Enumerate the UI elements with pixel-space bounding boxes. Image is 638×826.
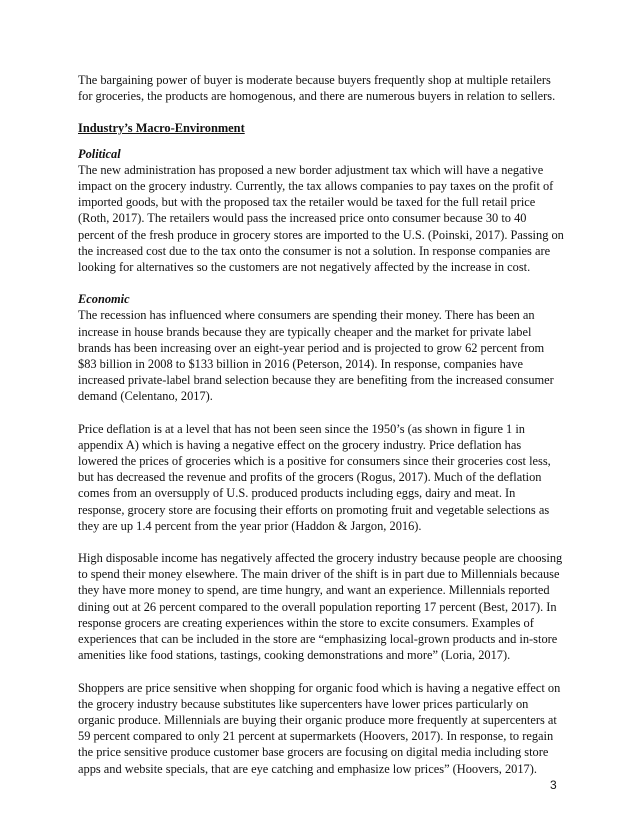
section-heading-macro-environment: Industry’s Macro-Environment <box>78 121 245 136</box>
economic-paragraph-4: Shoppers are price sensitive when shopping for organic food which is having a negative effect on the grocery industry because substitutes like supercenters have lower prices particularly on organic produce. Millennials are buying their organic produce more frequently at supercenters at 59 percent compared to only 21 percent at supermarkets (Hoovers, 2017). In response, to regain the price sensitive produce customer base grocers are focusing on digital media including store apps and website specials, that are eye catching and emphasize low prices” (Hoovers, 2017). <box>78 680 561 776</box>
intro-paragraph: The bargaining power of buyer is moderate because buyers frequently shop at multiple retailers for groceries, the products are homogenous, and there are numerous buyers in relation to sellers. <box>78 73 556 104</box>
page-number: 3 <box>550 778 557 792</box>
page-content <box>78 72 564 777</box>
subheading-political: Political <box>78 146 121 161</box>
political-paragraph: The new administration has proposed a new border adjustment tax which will have a negative impact on the grocery industry. Currently, the tax allows companies to pay taxes on the profit of imported goods, but with the proposed tax the retailer would be taxed for the full retail price (Roth, 2017). The retailers would pass the increased price onto consumer because 30 to 40 percent of the fresh produce in grocery stores are imported to the U.S. (Poinski, 2017). Passing on the increased cost due to the tax onto the consumer is not a solution. In response companies are looking for alternatives so the customers are not negatively affected by the increase in cost. <box>78 162 564 275</box>
economic-paragraph-3: High disposable income has negatively affected the grocery industry because people are choosing to spend their money elsewhere. The main driver of the shift is in part due to Millennials because they have more money to spend, are time hungry, and want an experience. Millennials reported dining out at 26 percent compared to the overall population reporting 17 percent (Best, 2017). In response grocers are creating experiences within the store to excite consumers. Examples of experiences that can be included in the store are “emphasizing local-grown products and in-store amenities like food stations, tastings, cooking demonstrations and more” (Loria, 2017). <box>78 551 563 663</box>
subheading-economic: Economic <box>78 292 130 307</box>
economic-paragraph-1: The recession has influenced where consumers are spending their money. There has been an increase in house brands because they are typically cheaper and the market for private label brands has been increasing over an eight-year period and is projected to grow 62 percent from $83 billion in 2008 to $133 billion in 2016 (Peterson, 2014). In response, companies have increased private-label brand selection because they are benefiting from the increased consumer demand (Celentano, 2017). <box>78 308 554 404</box>
economic-paragraph-2: Price deflation is at a level that has not been seen since the 1950’s (as shown in figure 1 in appendix A) which is having a negative effect on the grocery industry. Price deflation has lowered the prices of groceries which is a positive for consumers since their groceries cost less, but has decreased the revenue and profits of the grocers (Rogus, 2017). Much of the deflation comes from an oversupply of U.S. produced products including eggs, dairy and meat. In response, grocery store are focusing their efforts on promoting fruit and vegetable selections as they are up 1.4 percent from the year prior (Haddon & Jargon, 2016). <box>78 421 551 533</box>
